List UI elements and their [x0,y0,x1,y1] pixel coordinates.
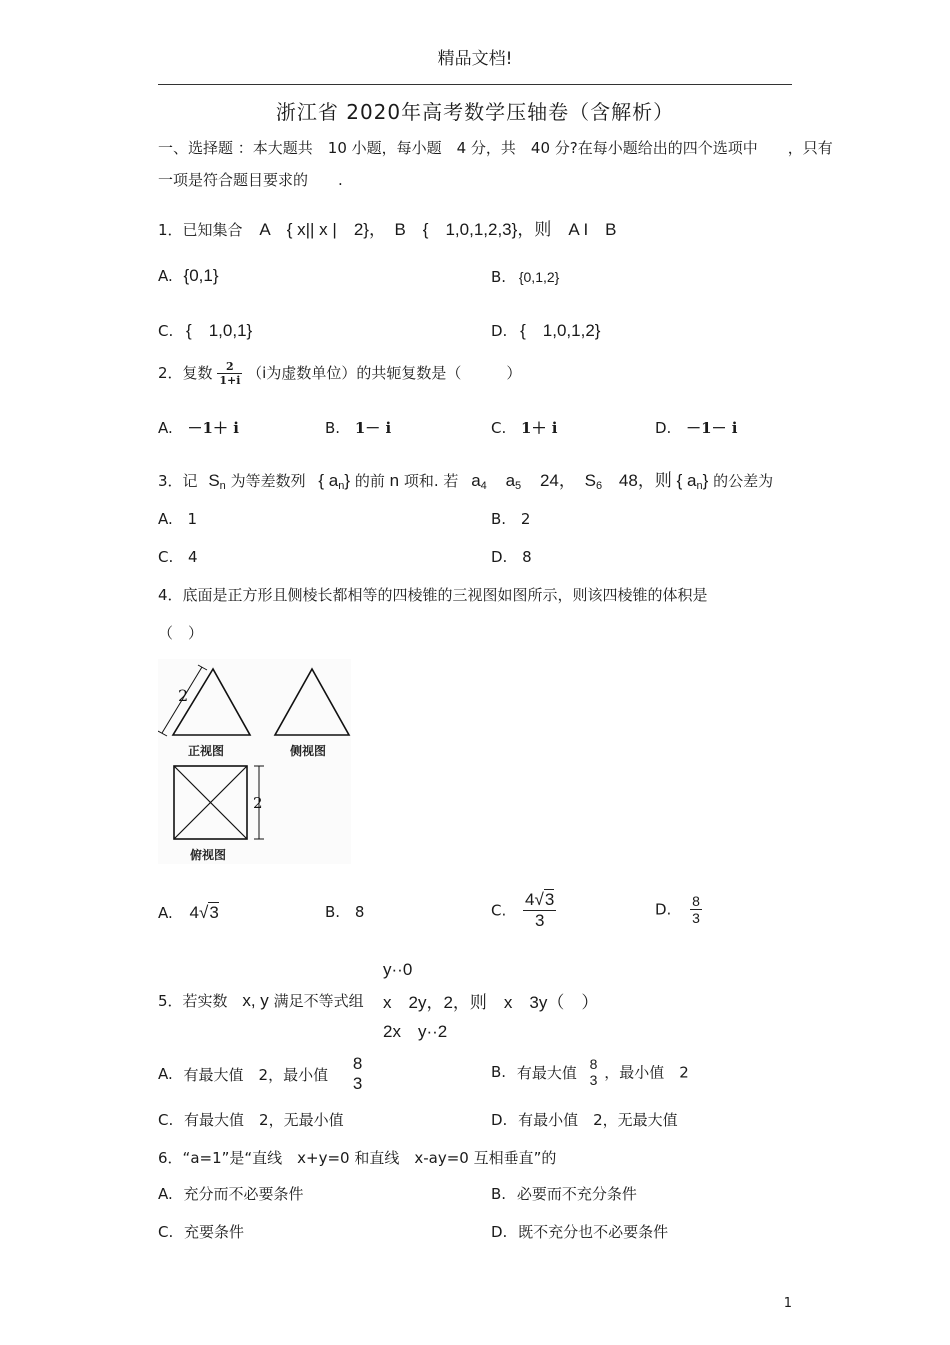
option-value: 4 [188,548,198,566]
option-label: C. [158,548,174,566]
fraction-denominator: 3 [534,911,545,930]
q3-text: 的公差为 [713,472,774,490]
page-title: 浙江省 2020年高考数学压轴卷（含解析） [275,100,675,124]
q3-option-a [158,510,197,528]
symbol-a: a [505,471,516,490]
q5-system-line-1: y··0 [383,960,413,979]
subscript: n [338,480,345,492]
option-label: D. [491,548,508,566]
q5-option-c [158,1109,344,1130]
subscript: 4 [480,480,487,492]
q6-option-c [158,1221,244,1242]
fraction-denominator: 3 [692,910,700,926]
option-value: 有最大值 2，无最小值 [184,1111,344,1129]
q6-option-d [491,1221,668,1242]
q1-option-d [491,316,600,341]
option-label: D. [655,419,672,437]
q1-option-a [158,266,219,286]
subscript: n [696,480,703,492]
q5-option-d [491,1109,678,1130]
dimension-tick [198,665,207,670]
option-text: 有最大值 [516,1063,577,1082]
coefficient: 4 [525,890,535,909]
fraction-numerator: 4√3 [525,890,555,909]
symbol-a: a [471,471,481,490]
option-value: 4√3 [189,903,219,922]
option-value: －1＋ i [187,419,239,437]
option-label: C. [491,419,507,437]
option-label: C. [491,901,507,920]
q3-sn [208,471,225,490]
brace: } [344,471,351,490]
option-text: 有最大值 2，最小值 [183,1065,329,1084]
q4-option-d [655,893,702,926]
option-value: {0,1} [183,266,219,285]
q1-option-c [158,316,252,341]
q2-stem [158,360,521,387]
q5-stem [158,990,364,1011]
option-value: { 1,0,1,2} [520,321,601,340]
value-48: 48，则 [618,471,672,490]
option-label: A. [158,1185,173,1203]
fraction-denominator: 3 [352,1074,363,1093]
q4-option-c [491,890,556,931]
fraction-numerator: 8 [352,1054,363,1073]
q5-option-a [158,1054,364,1094]
q4-stem: 4．底面是正方形且侧棱长都相等的四棱锥的三视图如图所示，则该四棱锥的体积是 [158,586,708,604]
q5-system-line-2: x 2y，2，则 x 3y（ ） [383,993,599,1012]
option-label: B. [325,419,341,437]
q6-option-a [158,1183,304,1204]
q5-variables: x, y [242,991,269,1010]
subscript: 6 [596,480,603,492]
symbol-s: S [584,471,596,490]
q6-option-b [491,1183,637,1204]
option-text: ，最小值 2 [604,1063,689,1082]
option-fraction [690,893,702,926]
q5-text: 满足不等式组 [273,992,364,1010]
q3-text: 为等差数列 [230,472,306,490]
option-label: B. [491,1185,507,1203]
option-fraction [523,890,556,931]
fraction-denominator: 3 [589,1072,598,1088]
option-label: D. [491,1223,508,1241]
q5-system-line-3: 2x y··2 [383,1022,448,1041]
option-label: A. [158,510,173,528]
option-value: { 1,0,1} [186,321,253,340]
top-dimension-label: 2 [253,794,263,812]
q2-option-d [655,417,737,438]
q3-option-c [158,548,198,566]
option-fraction [351,1054,364,1094]
option-value: 2 [520,510,531,528]
q3-text: 3．记 [158,472,198,490]
fraction-denominator: 1+i [219,374,241,387]
subscript: 5 [515,480,522,492]
q1-stem [158,215,617,240]
option-label: B. [491,510,507,528]
option-label: A. [158,1065,173,1083]
q2-suffix: （i为虚数单位）的共轭复数是（ ） [247,364,522,382]
option-fraction [588,1056,600,1088]
option-value: 1－ i [354,419,392,437]
option-value: {0,1,2} [518,269,560,285]
side-view-triangle [275,669,349,735]
q2-prefix: 2．复数 [158,364,213,382]
q3-an [318,471,350,490]
fraction-numerator: 2 [217,360,242,374]
page-number: 1 [783,1296,792,1311]
option-label: D. [491,1111,508,1129]
option-label: C. [158,1223,174,1241]
q2-fraction [217,360,242,387]
q6-stem: 6．“a=1”是“直线 x+y=0 和直线 x-ay=0 互相垂直”的 [158,1149,557,1167]
q3-a4 [471,471,487,490]
q3-option-d [491,548,532,566]
brace: } [702,471,709,490]
intro-line-2: 一项是符合题目要求的 . [158,171,343,189]
symbol-a: { a [676,471,697,490]
option-value: 1 [187,510,198,528]
symbol-a: { a [318,471,339,490]
three-view-svg [158,659,351,864]
q3-stem [158,466,773,492]
option-label: B. [491,268,507,286]
option-label: B. [325,903,341,921]
option-value: 1＋ i [521,419,558,437]
q3-a5 [506,471,522,490]
q5-text: 5．若实数 [158,992,228,1010]
front-view-label: 正视图 [188,744,225,758]
option-label: D. [655,900,672,919]
option-label: B. [491,1063,507,1081]
q3-option-b [491,510,530,528]
q2-option-a [158,417,239,438]
q3-text: 项和. 若 [403,472,459,490]
fraction-numerator: 8 [692,893,700,909]
radicand: 3 [209,903,219,922]
q3-an-2 [677,471,709,490]
q5-option-b [491,1056,689,1088]
top-view-label: 俯视图 [190,848,227,862]
q2-option-b [325,417,391,438]
option-value: 8 [522,548,532,566]
option-value: 有最小值 2，无最大值 [518,1111,678,1129]
subscript: n [219,480,226,492]
option-label: D. [491,322,508,340]
q3-text: 的前 [354,472,385,490]
option-value: 充要条件 [184,1223,245,1241]
radicand: 3 [544,890,555,909]
coefficient: 4 [189,903,200,922]
option-label: A. [158,267,173,285]
option-value: 8 [354,903,365,921]
page-header: 精品文档! [437,49,513,69]
option-label: C. [158,322,174,340]
q4-paren: （ ） [158,624,204,642]
front-dimension-label: 2 [178,686,189,705]
option-value: 既不充分也不必要条件 [518,1223,669,1241]
q4-option-b [325,903,364,921]
q1-number: 1．已知集合 [158,221,243,239]
q3-s6 [585,471,602,490]
q4-option-a [158,903,219,923]
q1-expression: A { x|| x | 2}， B { 1,0,1,2,3}，则 A I B [259,220,617,239]
side-view-label: 侧视图 [290,744,327,758]
symbol-n: n [389,471,400,490]
fraction-numerator: 8 [589,1056,598,1072]
q1-option-b [491,268,559,286]
q2-option-c [491,417,557,438]
intro-line-1: 一、选择题 ：本大题共 10 小题，每小题 4 分，共 40 分?在每小题给出的四个选项中 ，只有 [158,139,833,157]
header-rule [158,84,792,85]
three-view-figure [158,659,351,864]
option-label: A. [158,419,173,437]
option-label: A. [158,904,173,922]
value-24: 24， [539,471,576,490]
option-value: 必要而不充分条件 [516,1185,637,1203]
option-value: 充分而不必要条件 [183,1185,304,1203]
option-value: －1－ i [686,419,738,437]
symbol-s: S [208,471,220,490]
option-label: C. [158,1111,174,1129]
